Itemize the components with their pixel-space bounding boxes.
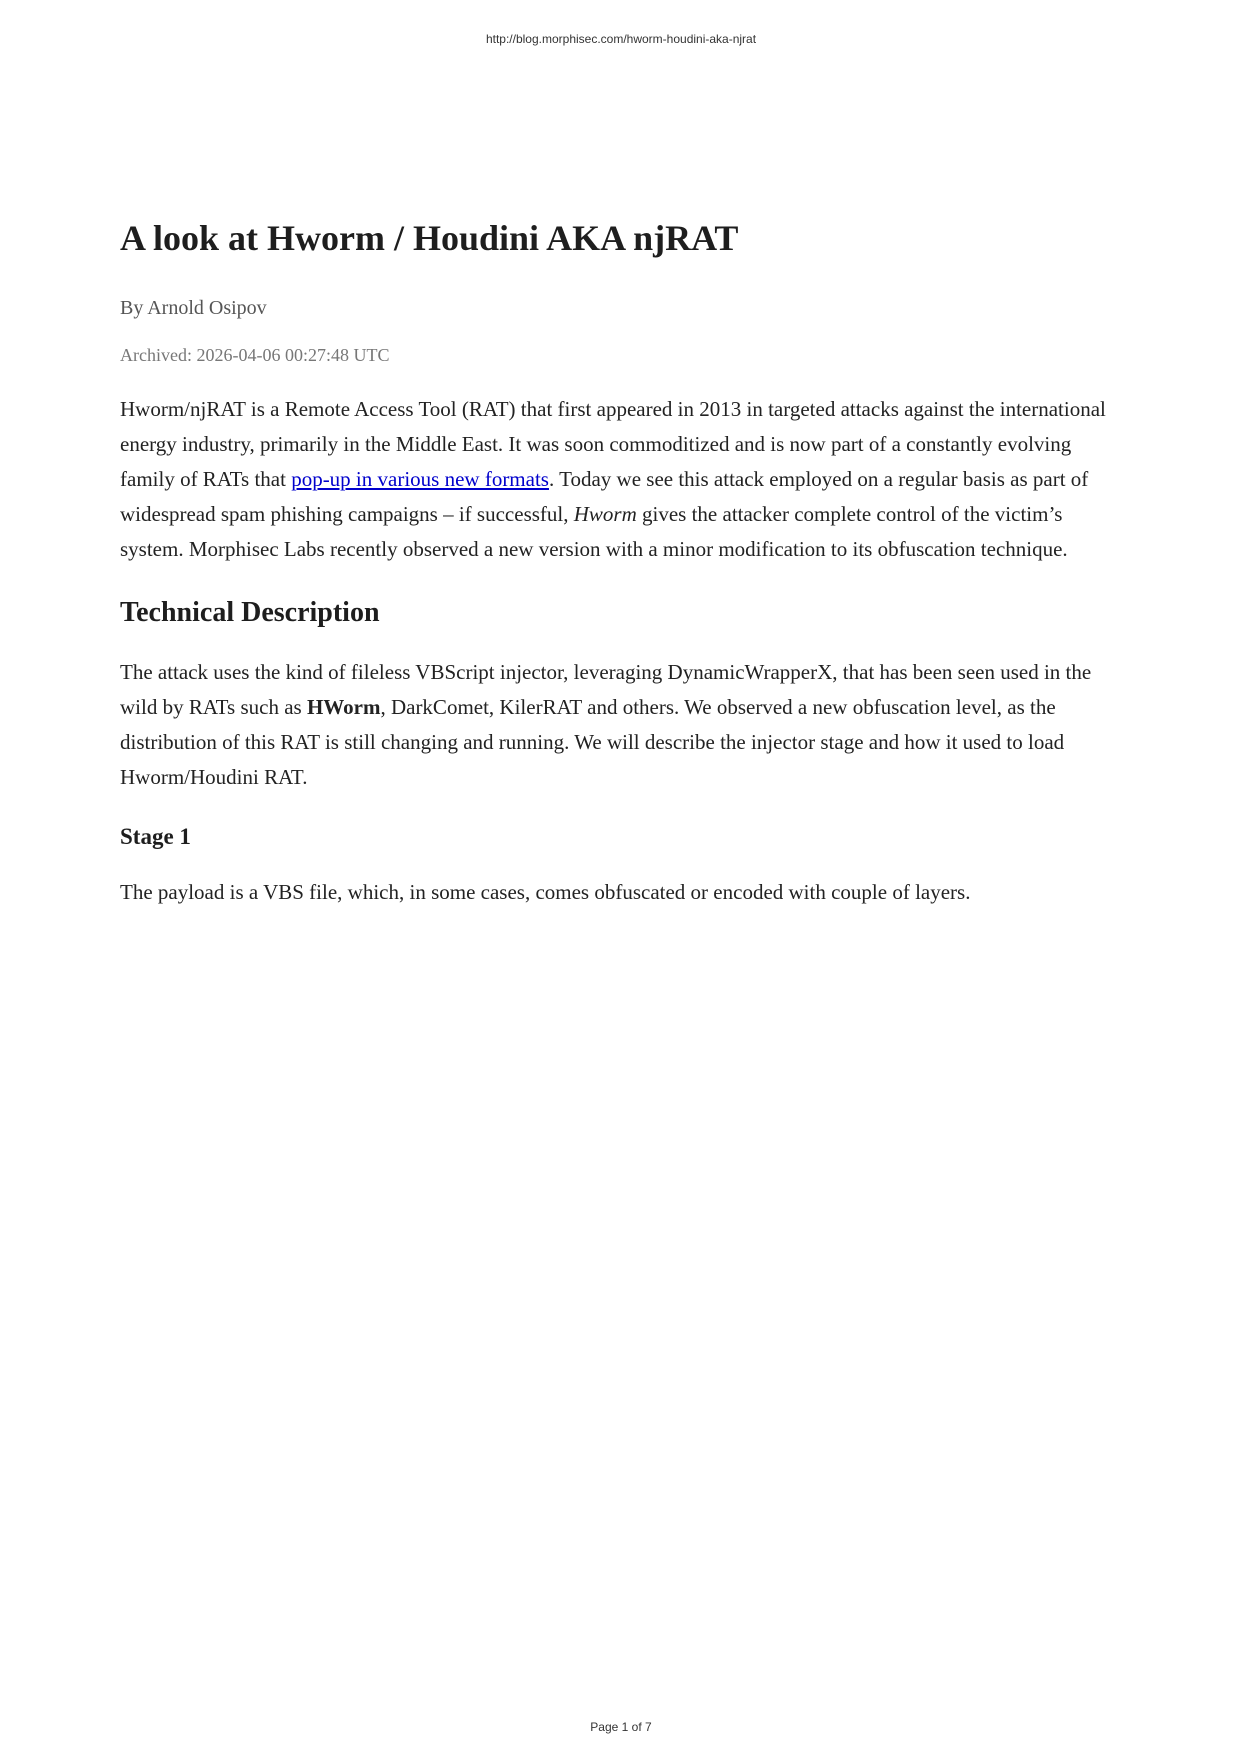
article [120, 210, 1120, 936]
section-heading-stage-1: Stage 1 [120, 824, 191, 849]
article-title: A look at Hworm / Houdini AKA njRAT [120, 218, 739, 258]
page-indicator: Page 1 of 7 [590, 1720, 652, 1734]
tech-text-2: , DarkComet, KilerRAT and others. We observed a new obfuscation level, as the distribution of this RAT is still changing and running. We will describe the injector stage and how it used to load Hworm/Houdini RAT. [120, 695, 1065, 789]
article-byline: By Arnold Osipov [120, 297, 267, 319]
technical-description-paragraph [120, 655, 1120, 795]
intro-paragraph [120, 392, 1120, 567]
archived-timestamp: Archived: 2026-04-06 00:27:48 UTC [120, 345, 390, 365]
section-heading-technical-description: Technical Description [120, 597, 380, 628]
page-url: http://blog.morphisec.com/hworm-houdini-aka-njrat [485, 32, 757, 46]
tech-text-1: The attack uses the kind of fileless VBScript injector, leveraging DynamicWrapperX, that has been seen used in the wild by RATs such as [120, 660, 1092, 719]
formats-link[interactable]: pop-up in various new formats [291, 467, 549, 491]
intro-text-1: Hworm/njRAT is a Remote Access Tool (RAT) that first appeared in 2013 in targeted attacks against the international energy industry, primarily in the Middle East. It was soon commoditized and is now part of a constantly evolving family of RATs that [120, 397, 1106, 491]
intro-text-3: gives the attacker complete control of the victim’s system. Morphisec Labs recently observed a new version with a minor modification to its obfuscation technique. [120, 502, 1068, 561]
intro-italic-hworm: Hworm [573, 502, 637, 526]
intro-text-2: . Today we see this attack employed on a regular basis as part of widespread spam phishing campaigns – if successful, [120, 467, 1089, 526]
stage-1-paragraph: The payload is a VBS file, which, in some cases, comes obfuscated or encoded with couple of layers. [120, 880, 971, 904]
tech-bold-hworm: HWorm [306, 695, 381, 719]
